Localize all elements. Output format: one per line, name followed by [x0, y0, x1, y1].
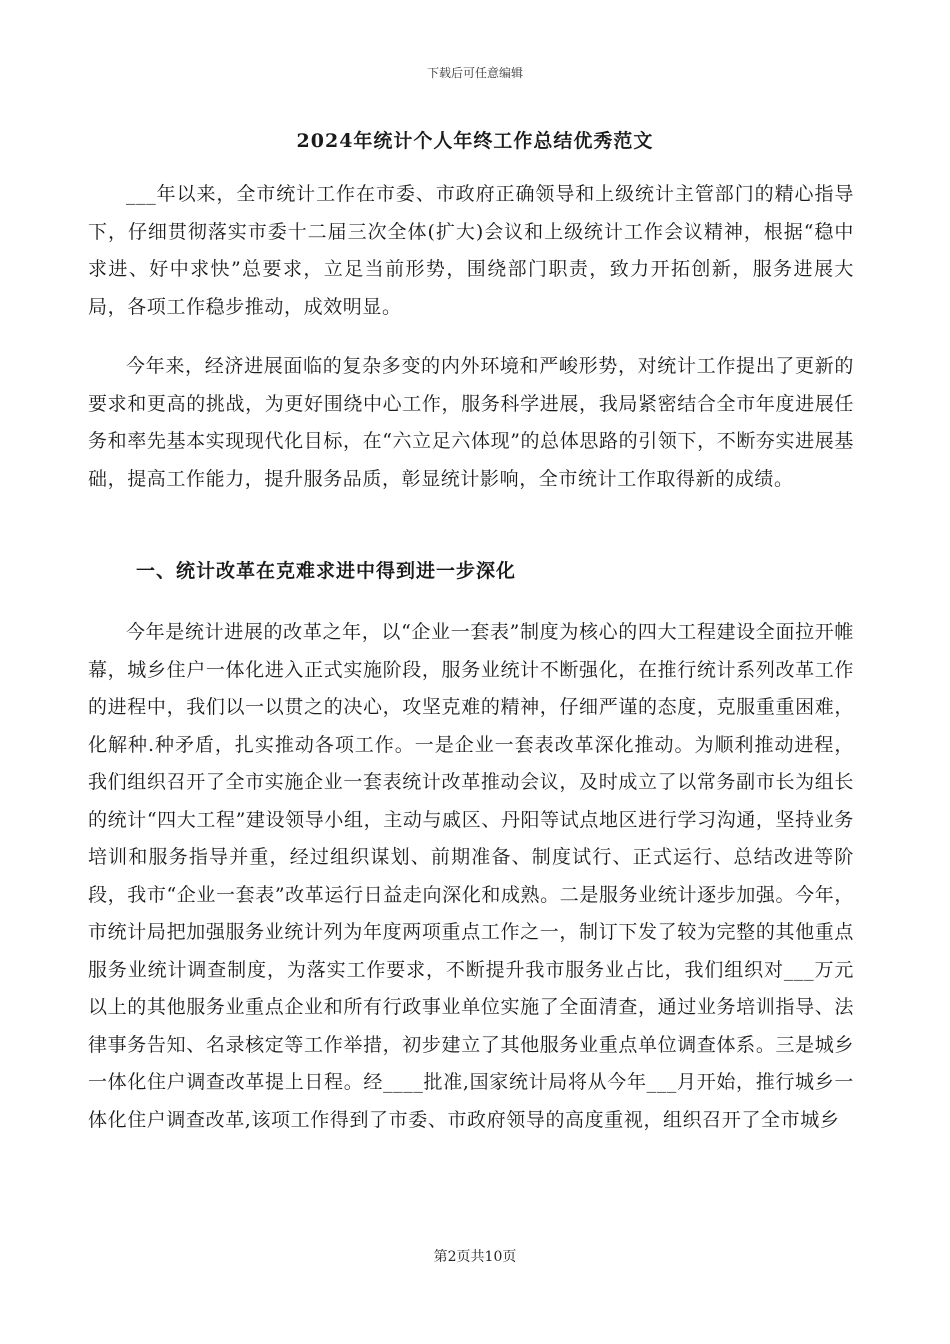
paragraph-overview [88, 348, 854, 498]
paragraph-text: 今年来，经济进展面临的复杂多变的内外环境和严峻形势，对统计工作提出了更新的要求和更高的挑战，为更好围绕中心工作，服务科学进展，我局紧密结合全市年度进展任务和率先基本实现现代化目标，在“六立足六体现”的总体思路的引领下，不断夯实进展基础，提高工作能力，提升服务品质，彰显统计影响，全市统计工作取得新的成绩。 [88, 355, 854, 490]
header-note: 下载后可任意编辑 [426, 66, 523, 80]
page-number-footer: 第2页共10页 [433, 1249, 517, 1265]
section-heading: 一、统计改革在克难求进中得到进一步深化 [136, 560, 517, 582]
paragraph-intro [88, 176, 854, 326]
document-title: 2024年统计个人年终工作总结优秀范文 [296, 130, 654, 152]
paragraph-section-one [88, 614, 854, 1139]
paragraph-text: ___年以来，全市统计工作在市委、市政府正确领导和上级统计主管部门的精心指导下，仔细贯彻落实市委十二届三次全体(扩大)会议和上级统计工作会议精神，根据“稳中求进、好中求快”总要求，立足当前形势，围绕部门职责，致力开拓创新，服务进展大局，各项工作稳步推动，成效明显。 [88, 183, 854, 318]
paragraph-text: 今年是统计进展的改革之年，以“企业一套表”制度为核心的四大工程建设全面拉开帷幕，城乡住户一体化进入正式实施阶段，服务业统计不断强化，在推行统计系列改革工作的进程中，我们以一以贯之的决心，攻坚克难的精神，仔细严谨的态度，克服重重困难，化解种.种矛盾，扎实推动各项工作。一是企业一套表改革深化推动。为顺利推动进程，我们组织召开了全市实施企业一套表统计改革推动会议，及时成立了以常务副市长为组长的统计“四大工程”建设领导小组，主动与戚区、丹阳等试点地区进行学习沟通，坚持业务培训和服务指导并重，经过组织谋划、前期准备、制度试行、正式运行、总结改进等阶段，我市“企业一套表”改革运行日益走向深化和成熟。二是服务业统计逐步加强。今年，市统计局把加强服务业统计列为年度两项重点工作之一，制订下发了较为完整的其他重点服务业统计调查制度，为落实工作要求，不断提升我市服务业占比，我们组织对___万元以上的其他服务业重点企业和所有行政事业单位实施了全面清查，通过业务培训指导、法律事务告知、名录核定等工作举措，初步建立了其他服务业重点单位调查体系。三是城乡一体化住户调查改革提上日程。经____批准,国家统计局将从今年___月开始，推行城乡一体化住户调查改革,该项工作得到了市委、市政府领导的高度重视，组织召开了全市城乡 [88, 621, 854, 1131]
